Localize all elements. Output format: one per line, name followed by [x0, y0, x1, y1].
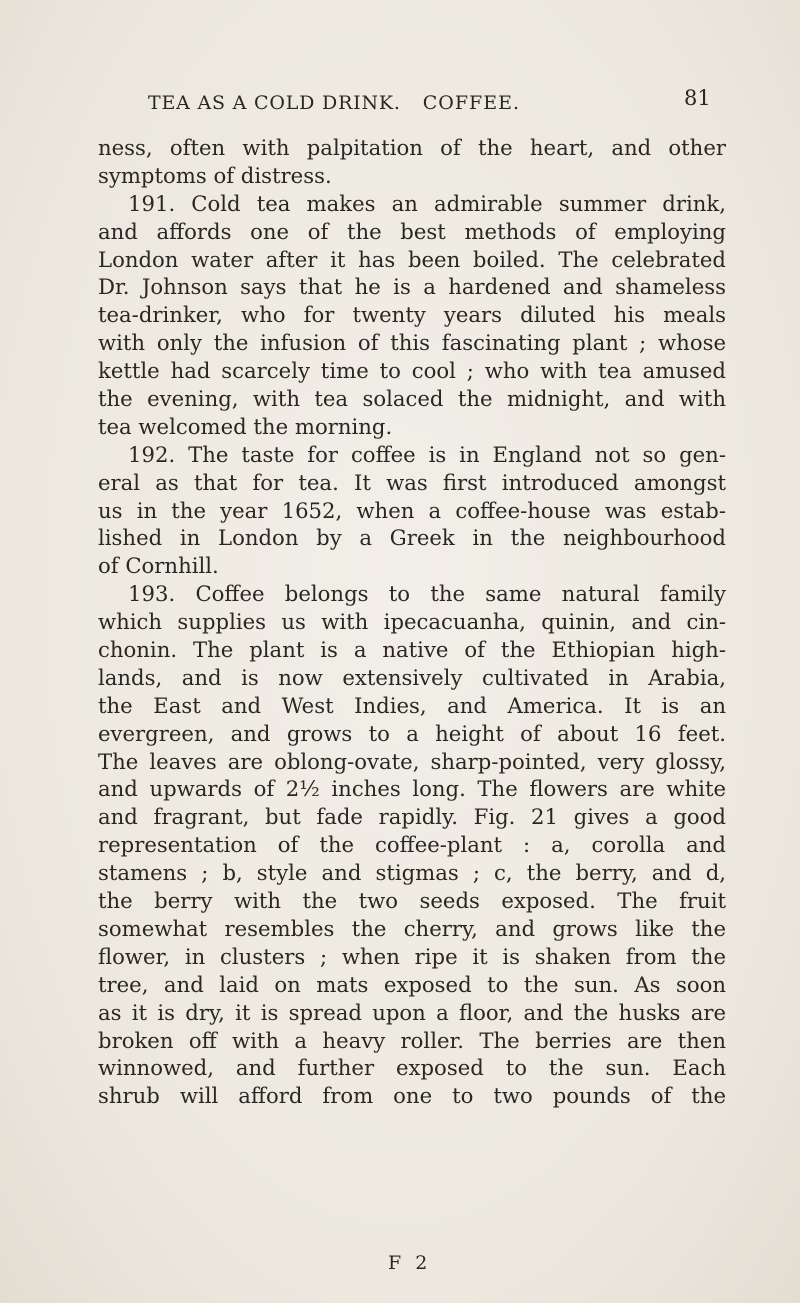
text-line: the evening, with tea solaced the midnight, and with [98, 386, 726, 412]
text-line: and affords one of the best methods of employing [98, 218, 726, 244]
paragraph-192-start: 192. The taste for coffee is in England not so gen- [128, 441, 726, 467]
paragraph-191-start: 191. Cold tea makes an admirable summer drink, [128, 190, 726, 216]
text-line: and upwards of 2½ inches long. The flowers are white [98, 776, 726, 802]
text-line: stamens ; b, style and stigmas ; c, the berry, and d, [98, 860, 726, 886]
text-line: and fragrant, but fade rapidly. Fig. 21 gives a good [98, 804, 726, 830]
text-line: tea-drinker, who for twenty years diluted his meals [98, 302, 726, 328]
body-text [98, 134, 726, 1110]
text-line: as it is dry, it is spread upon a floor, and the husks are [98, 999, 726, 1025]
text-line: with only the infusion of this fascinating plant ; whose [98, 330, 726, 356]
text-line: us in the year 1652, when a coffee-house was estab- [98, 497, 726, 523]
text-line: tea welcomed the morning. [98, 413, 393, 439]
text-line: symptoms of distress. [98, 162, 332, 188]
text-line: tree, and laid on mats exposed to the sun. As soon [98, 971, 726, 997]
running-subject: COFFEE. [422, 92, 521, 114]
text-line: which supplies us with ipecacuanha, quinin, and cin- [98, 609, 726, 635]
running-title: TEA AS A COLD DRINK. [148, 92, 401, 114]
text-line: eral as that for tea. It was first introduced amongst [98, 469, 726, 495]
text-line: shrub will afford from one to two pounds of the [98, 1083, 726, 1109]
text-line: the berry with the two seeds exposed. The fruit [98, 888, 726, 914]
text-line: Dr. Johnson says that he is a hardened and shameless [98, 274, 726, 300]
paragraph-193-start: 193. Coffee belongs to the same natural family [128, 581, 726, 607]
text-line: chonin. The plant is a native of the Ethiopian high- [98, 637, 726, 663]
page-number: 81 [684, 86, 711, 110]
text-line: lished in London by a Greek in the neighbourhood [98, 525, 726, 551]
text-line: broken off with a heavy roller. The berries are then [98, 1027, 726, 1053]
text-line: London water after it has been boiled. The celebrated [98, 246, 726, 272]
text-line: of Cornhill. [98, 553, 219, 579]
text-line: flower, in clusters ; when ripe it is shaken from the [98, 943, 726, 969]
text-line: winnowed, and further exposed to the sun. Each [98, 1055, 726, 1081]
running-head [148, 92, 648, 114]
text-line: representation of the coffee-plant : a, corolla and [98, 832, 726, 858]
text-line: evergreen, and grows to a height of about 16 feet. [98, 720, 726, 746]
text-line: lands, and is now extensively cultivated in Arabia, [98, 664, 726, 690]
text-line: the East and West Indies, and America. It is an [98, 692, 726, 718]
text-line: ness, often with palpitation of the heart, and other [98, 135, 726, 160]
text-line: The leaves are oblong-ovate, sharp-pointed, very glossy, [98, 748, 726, 774]
signature-mark: F 2 [388, 1252, 432, 1274]
text-line: somewhat resembles the cherry, and grows like the [98, 915, 726, 941]
text-line: kettle had scarcely time to cool ; who with tea amused [98, 358, 726, 384]
